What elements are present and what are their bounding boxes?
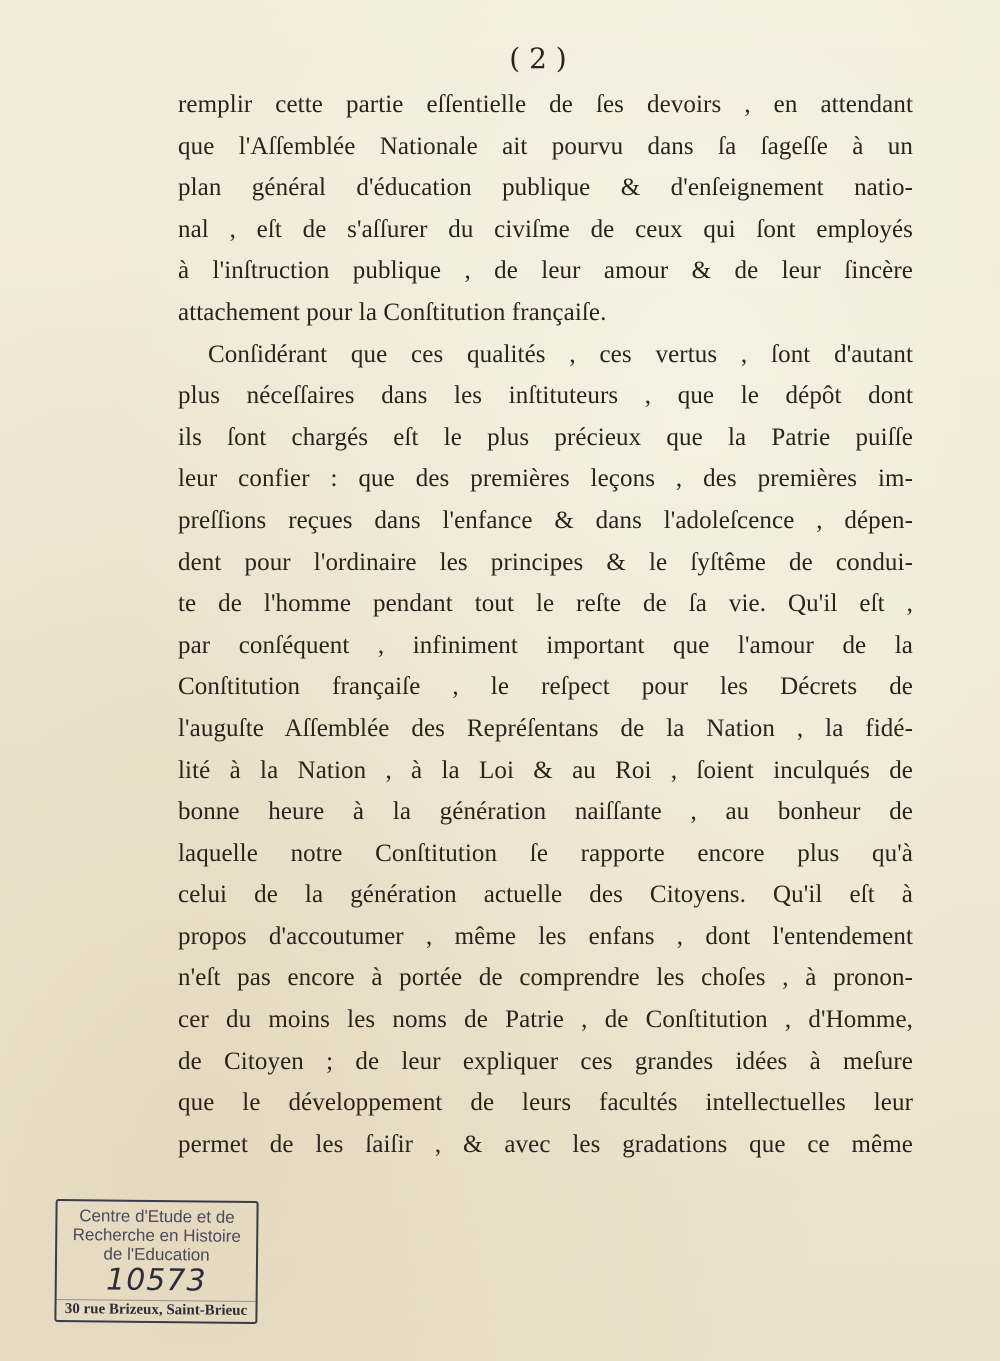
text-line: celui de la génération actuelle des Citoyens. Qu'il eſt à xyxy=(178,881,913,909)
text-line: nal , eſt de s'aſſurer du civiſme de ceux qui ſont employés xyxy=(178,215,913,243)
text-line: lité à la Nation , à la Loi & au Roi , ſoient inculqués de xyxy=(178,756,913,784)
text-line: n'eſt pas encore à portée de comprendre les choſes , à pronon- xyxy=(178,964,913,992)
text-line: permet de les ſaiſir , & avec les gradations que ce même xyxy=(178,1130,913,1158)
text-line: à l'inſtruction publique , de leur amour & de leur ſincère xyxy=(178,257,913,285)
text-line: attachement pour la Conſtitution françaiſe. xyxy=(178,298,607,326)
text-line: l'auguſte Aſſemblée des Repréſentans de la Nation , la fidé- xyxy=(178,714,913,742)
body-text xyxy=(178,84,913,1165)
text-line: cer du moins les noms de Patrie , de Conſtitution , d'Homme, xyxy=(178,1006,913,1034)
text-line: plan général d'éducation publique & d'enſeignement natio- xyxy=(178,174,913,202)
text-line: laquelle notre Conſtitution ſe rapporte encore plus qu'à xyxy=(178,839,913,867)
text-line: bonne heure à la génération naiſſante , au bonheur de xyxy=(178,798,913,826)
text-line: te de l'homme pendant tout le reſte de ſa vie. Qu'il eſt , xyxy=(178,590,913,618)
text-line: remplir cette partie eſſentielle de ſes devoirs , en attendant xyxy=(178,91,913,118)
text-line: propos d'accoutumer , même les enfans , dont l'entendement xyxy=(178,922,913,950)
text-line: plus néceſſaires dans les inſtituteurs , que le dépôt dont xyxy=(178,382,913,410)
text-line: dent pour l'ordinaire les principes & le ſyſtême de condui- xyxy=(178,548,913,576)
text-line: par conſéquent , infiniment important que l'amour de la xyxy=(178,631,913,659)
stamp-line: Recherche en Histoire xyxy=(72,1225,241,1246)
stamp-line: de l'Education xyxy=(103,1244,210,1265)
text-line: de Citoyen ; de leur expliquer ces grandes idées à meſure xyxy=(178,1047,913,1075)
text-line: leur confier : que des premières leçons , des premières im- xyxy=(178,465,913,493)
text-line: Conſtitution françaiſe , le reſpect pour les Décrets de xyxy=(178,673,913,701)
stamp-line: Centre d'Etude et de xyxy=(79,1206,235,1227)
text-line: ils ſont chargés eſt le plus précieux que la Patrie puiſſe xyxy=(178,423,913,451)
stamp-address: 30 rue Brizeux, Saint-Brieuc xyxy=(56,1299,255,1320)
library-stamp xyxy=(54,1199,258,1324)
stamp-inventory-number: 10573 xyxy=(105,1262,207,1299)
text-line: Conſidérant que ces qualités , ces vertus , ſont d'autant xyxy=(208,340,913,368)
page-number: ( 2 ) xyxy=(509,42,567,75)
text-line: que l'Aſſemblée Nationale ait pourvu dans ſa ſageſſe à un xyxy=(178,132,913,160)
text-line: preſſions reçues dans l'enfance & dans l'adoleſcence , dépen- xyxy=(178,506,913,534)
text-line: que le développement de leurs facultés intellectuelles leur xyxy=(178,1089,913,1117)
